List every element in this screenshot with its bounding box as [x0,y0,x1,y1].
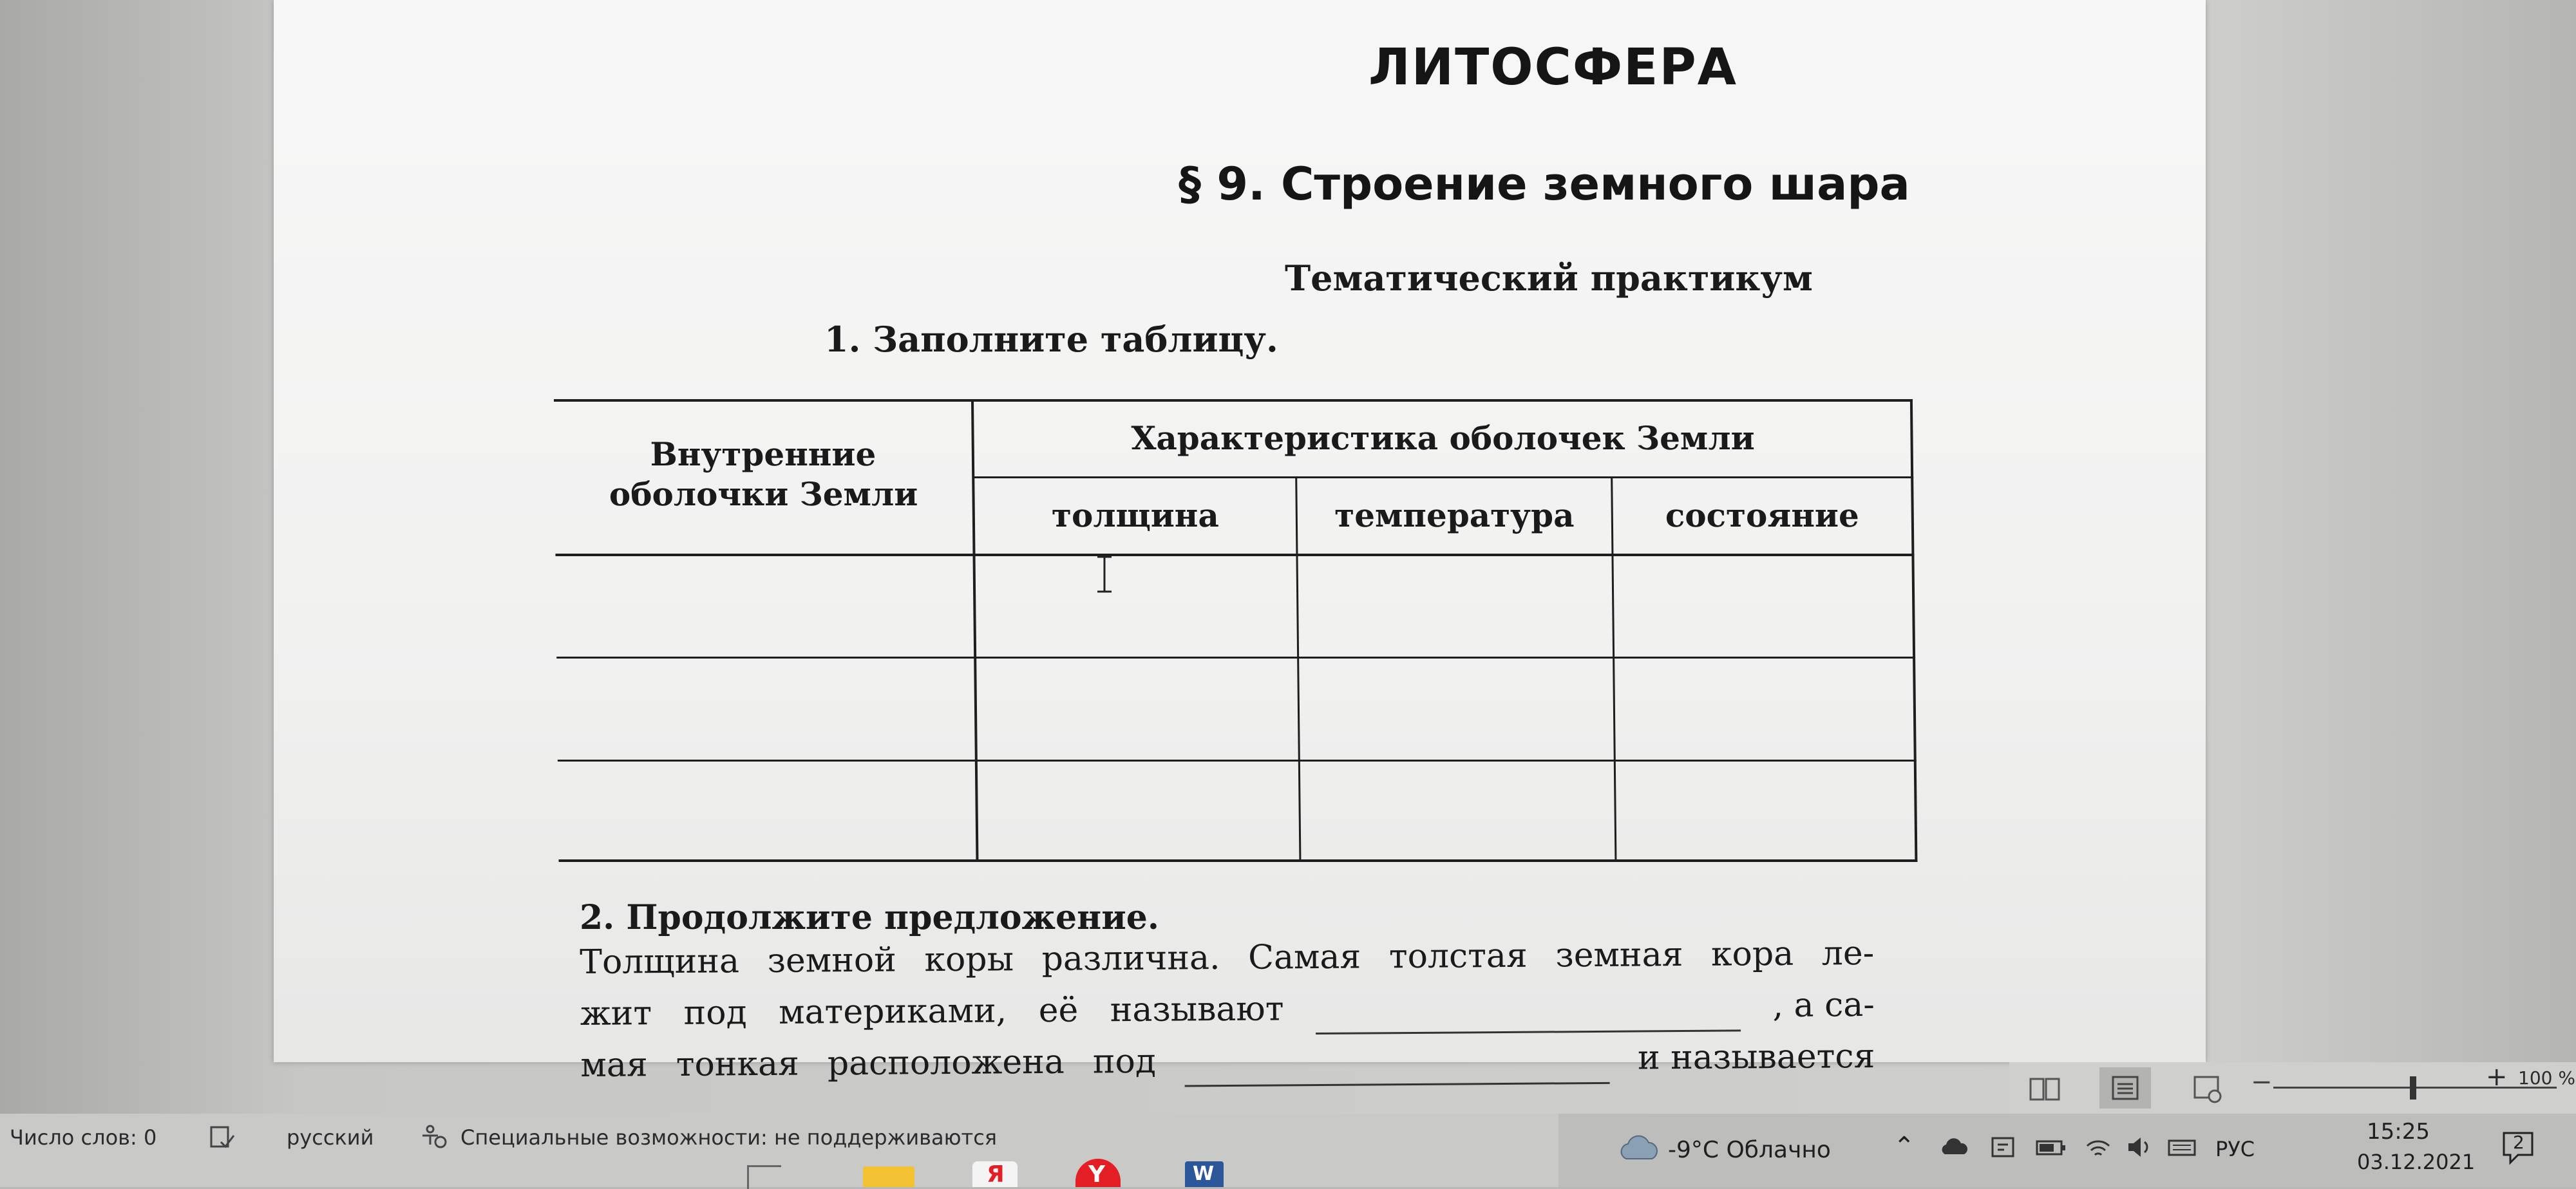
volume-icon[interactable] [2125,1134,2155,1160]
taskbar-apps [734,1152,1249,1187]
column-header-state: состояние [1665,496,1860,535]
accessibility-icon[interactable] [419,1123,450,1150]
row-header-line-1: Внутренние [650,435,876,474]
paragraph-word: под [1092,1042,1157,1081]
paragraph-word: Самая [1247,937,1361,977]
paragraph-word: и называется [1637,1036,1875,1078]
paragraph-word: жит [580,994,652,1033]
paragraph-word: Толщина [580,942,740,982]
print-layout-icon [2111,1075,2139,1101]
table-row-line-2 [558,760,1917,762]
read-mode-icon[interactable] [2029,1076,2061,1102]
proofing-icon[interactable] [209,1124,235,1150]
paragraph-line-3 [580,1031,1875,1091]
network-drive-icon[interactable] [1990,1136,2016,1161]
paragraph-word: под [683,993,747,1033]
paragraph-word: называют [1110,989,1284,1030]
task-2-paragraph[interactable] [580,928,1875,1091]
section-heading: § 9. Строение земного шара [1179,158,1910,211]
keyboard-icon[interactable] [2167,1138,2197,1157]
text-cursor-icon [1095,555,1114,594]
paragraph-word: толстая [1388,936,1528,977]
word-icon[interactable]: W [1185,1161,1224,1187]
column-header-thickness: толщина [1051,496,1220,535]
table-cell[interactable] [1298,556,1613,657]
zoom-slider-thumb[interactable] [2410,1076,2416,1100]
print-layout-button[interactable] [2099,1067,2151,1109]
table-cell[interactable] [556,556,974,657]
paragraph-line-1 [580,928,1875,988]
paragraph-word: ле- [1821,933,1875,973]
paragraph-word: земная [1555,935,1683,975]
table-border-bottom [558,859,1917,862]
paragraph-word: коры [924,940,1014,980]
paragraph-word: различна. [1041,939,1220,978]
zoom-level[interactable]: 100 % [2518,1067,2575,1089]
answer-blank-2[interactable] [1184,1033,1610,1087]
zoom-out-button[interactable]: − [2251,1067,2273,1097]
show-hidden-icons-button[interactable]: ⌃ [1893,1132,1915,1161]
paragraph-line-2 [580,979,1875,1040]
paragraph-word: мая [580,1045,648,1085]
paragraph-word: тонкая [676,1044,799,1084]
table-group-divider [973,476,1913,478]
notification-center-button[interactable] [2499,1128,2537,1166]
table-border-top [554,399,1913,402]
web-layout-icon[interactable] [2193,1075,2222,1103]
table-cell[interactable] [1613,556,1913,657]
paragraph-word: её [1038,991,1079,1031]
practicum-heading: Тематический практикум [1285,257,1813,299]
paragraph-word: кора [1710,934,1794,974]
table-cell[interactable] [976,556,1298,657]
onedrive-icon[interactable] [1938,1137,1971,1156]
word-count[interactable]: Число слов: 0 [10,1125,157,1150]
input-language[interactable]: РУС [2215,1137,2255,1161]
task-view-button[interactable] [747,1165,781,1189]
clock-time[interactable]: 15:25 [2367,1119,2430,1145]
column-header-temperature: температура [1334,496,1575,535]
notification-count: 2 [2513,1132,2524,1153]
paragraph-word: материками, [778,991,1007,1032]
file-explorer-icon[interactable] [863,1166,914,1187]
paragraph-word: , а са- [1772,985,1875,1025]
cloud-weather-icon [1616,1133,1662,1163]
yandex-disk-icon[interactable]: Я [972,1161,1018,1187]
task-2-heading: 2. Продолжите предложение. [580,898,1159,937]
chapter-title: ЛИТОСФЕРА [1368,39,1738,97]
answer-blank-1[interactable] [1316,980,1741,1035]
battery-icon[interactable] [2035,1138,2067,1157]
wifi-icon[interactable] [2083,1134,2113,1160]
group-header-cell: Характеристика оболочек Земли [1131,419,1755,458]
paragraph-word: земной [767,941,897,980]
table-row-line-1 [556,657,1915,659]
task-1-heading: 1. Заполните таблицу. [824,319,1278,360]
fill-in-table [554,399,1911,869]
paragraph-word: расположена [827,1042,1065,1083]
row-header-cell [554,435,972,514]
accessibility-status[interactable]: Специальные возможности: не поддерживаются [460,1125,998,1150]
windows-taskbar [1558,1114,2576,1187]
row-header-line-2: оболочки Земли [609,475,918,514]
weather-widget[interactable]: -9°C Облачно [1668,1137,1831,1163]
language-indicator[interactable]: русский [287,1125,374,1150]
yandex-browser-icon[interactable]: Y [1075,1159,1121,1187]
zoom-in-button[interactable]: + [2486,1062,2508,1092]
clock-date[interactable]: 03.12.2021 [2357,1150,2476,1174]
